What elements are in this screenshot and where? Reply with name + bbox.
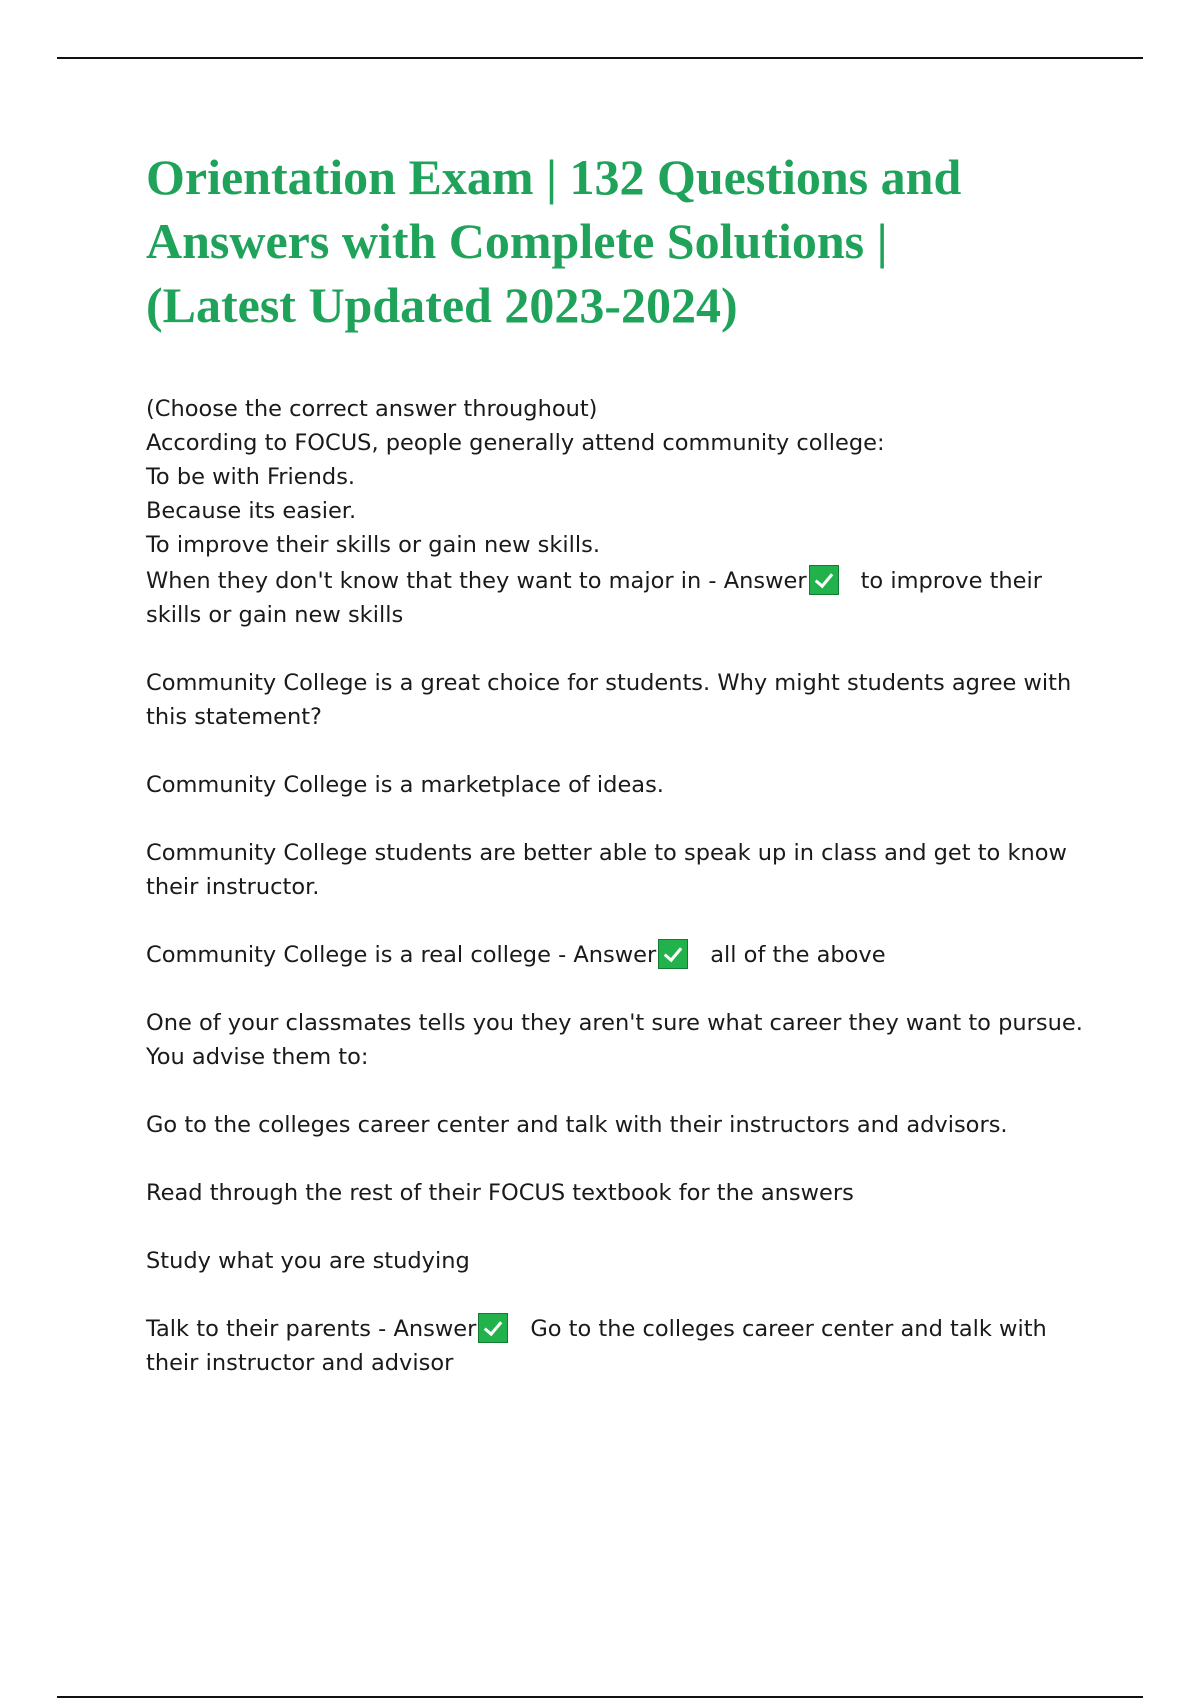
question-1-option-4: When they don't know that they want to major in - Answer bbox=[146, 568, 807, 594]
page-title bbox=[146, 145, 1046, 337]
check-mark-icon bbox=[809, 565, 839, 595]
question-2-text-line-1: Community College is a great choice for students. Why might students agree with bbox=[146, 670, 1072, 696]
question-3-answer-continued: their instructor and advisor bbox=[146, 1350, 454, 1376]
question-3-text-line-2: You advise them to: bbox=[146, 1044, 369, 1070]
question-1-option-2: Because its easier. bbox=[146, 498, 357, 524]
question-2-answer-line bbox=[146, 938, 1106, 972]
question-3-option-3: Study what you are studying bbox=[146, 1248, 470, 1274]
top-divider bbox=[57, 57, 1143, 59]
question-2-option-2-line-2: their instructor. bbox=[146, 874, 320, 900]
question-2-option-3: Community College is a real college - Answer bbox=[146, 942, 657, 968]
question-3-answer-line bbox=[146, 1312, 1106, 1346]
instruction-text: (Choose the correct answer throughout) bbox=[146, 396, 598, 422]
question-3-option-2: Read through the rest of their FOCUS textbook for the answers bbox=[146, 1180, 854, 1206]
check-mark-icon bbox=[658, 939, 688, 969]
question-3-answer: Go to the colleges career center and talk with bbox=[530, 1316, 1047, 1342]
question-2-text-line-2: this statement? bbox=[146, 704, 322, 730]
question-3-option-4: Talk to their parents - Answer bbox=[146, 1316, 477, 1342]
question-3-option-1: Go to the colleges career center and talk with their instructors and advisors. bbox=[146, 1112, 1008, 1138]
bottom-divider bbox=[57, 1696, 1143, 1698]
question-1-option-3: To improve their skills or gain new skills. bbox=[146, 532, 601, 558]
document-body bbox=[146, 392, 1106, 1380]
question-3-text-line-1: One of your classmates tells you they aren't sure what career they want to pursue. bbox=[146, 1010, 1083, 1036]
question-1-answer-continued: skills or gain new skills bbox=[146, 602, 404, 628]
question-2-option-1: Community College is a marketplace of ideas. bbox=[146, 772, 664, 798]
title-line-1: Orientation Exam | 132 Questions and bbox=[146, 149, 962, 205]
check-mark-icon bbox=[478, 1313, 508, 1343]
question-2-option-2-line-1: Community College students are better able to speak up in class and get to know bbox=[146, 840, 1067, 866]
question-1-answer-line bbox=[146, 564, 1106, 598]
title-line-3: (Latest Updated 2023-2024) bbox=[146, 277, 738, 333]
question-1-text: According to FOCUS, people generally attend community college: bbox=[146, 430, 885, 456]
question-2-answer: all of the above bbox=[710, 942, 886, 968]
question-1-option-1: To be with Friends. bbox=[146, 464, 356, 490]
question-1-answer: to improve their bbox=[860, 568, 1043, 594]
title-line-2: Answers with Complete Solutions | bbox=[146, 213, 888, 269]
